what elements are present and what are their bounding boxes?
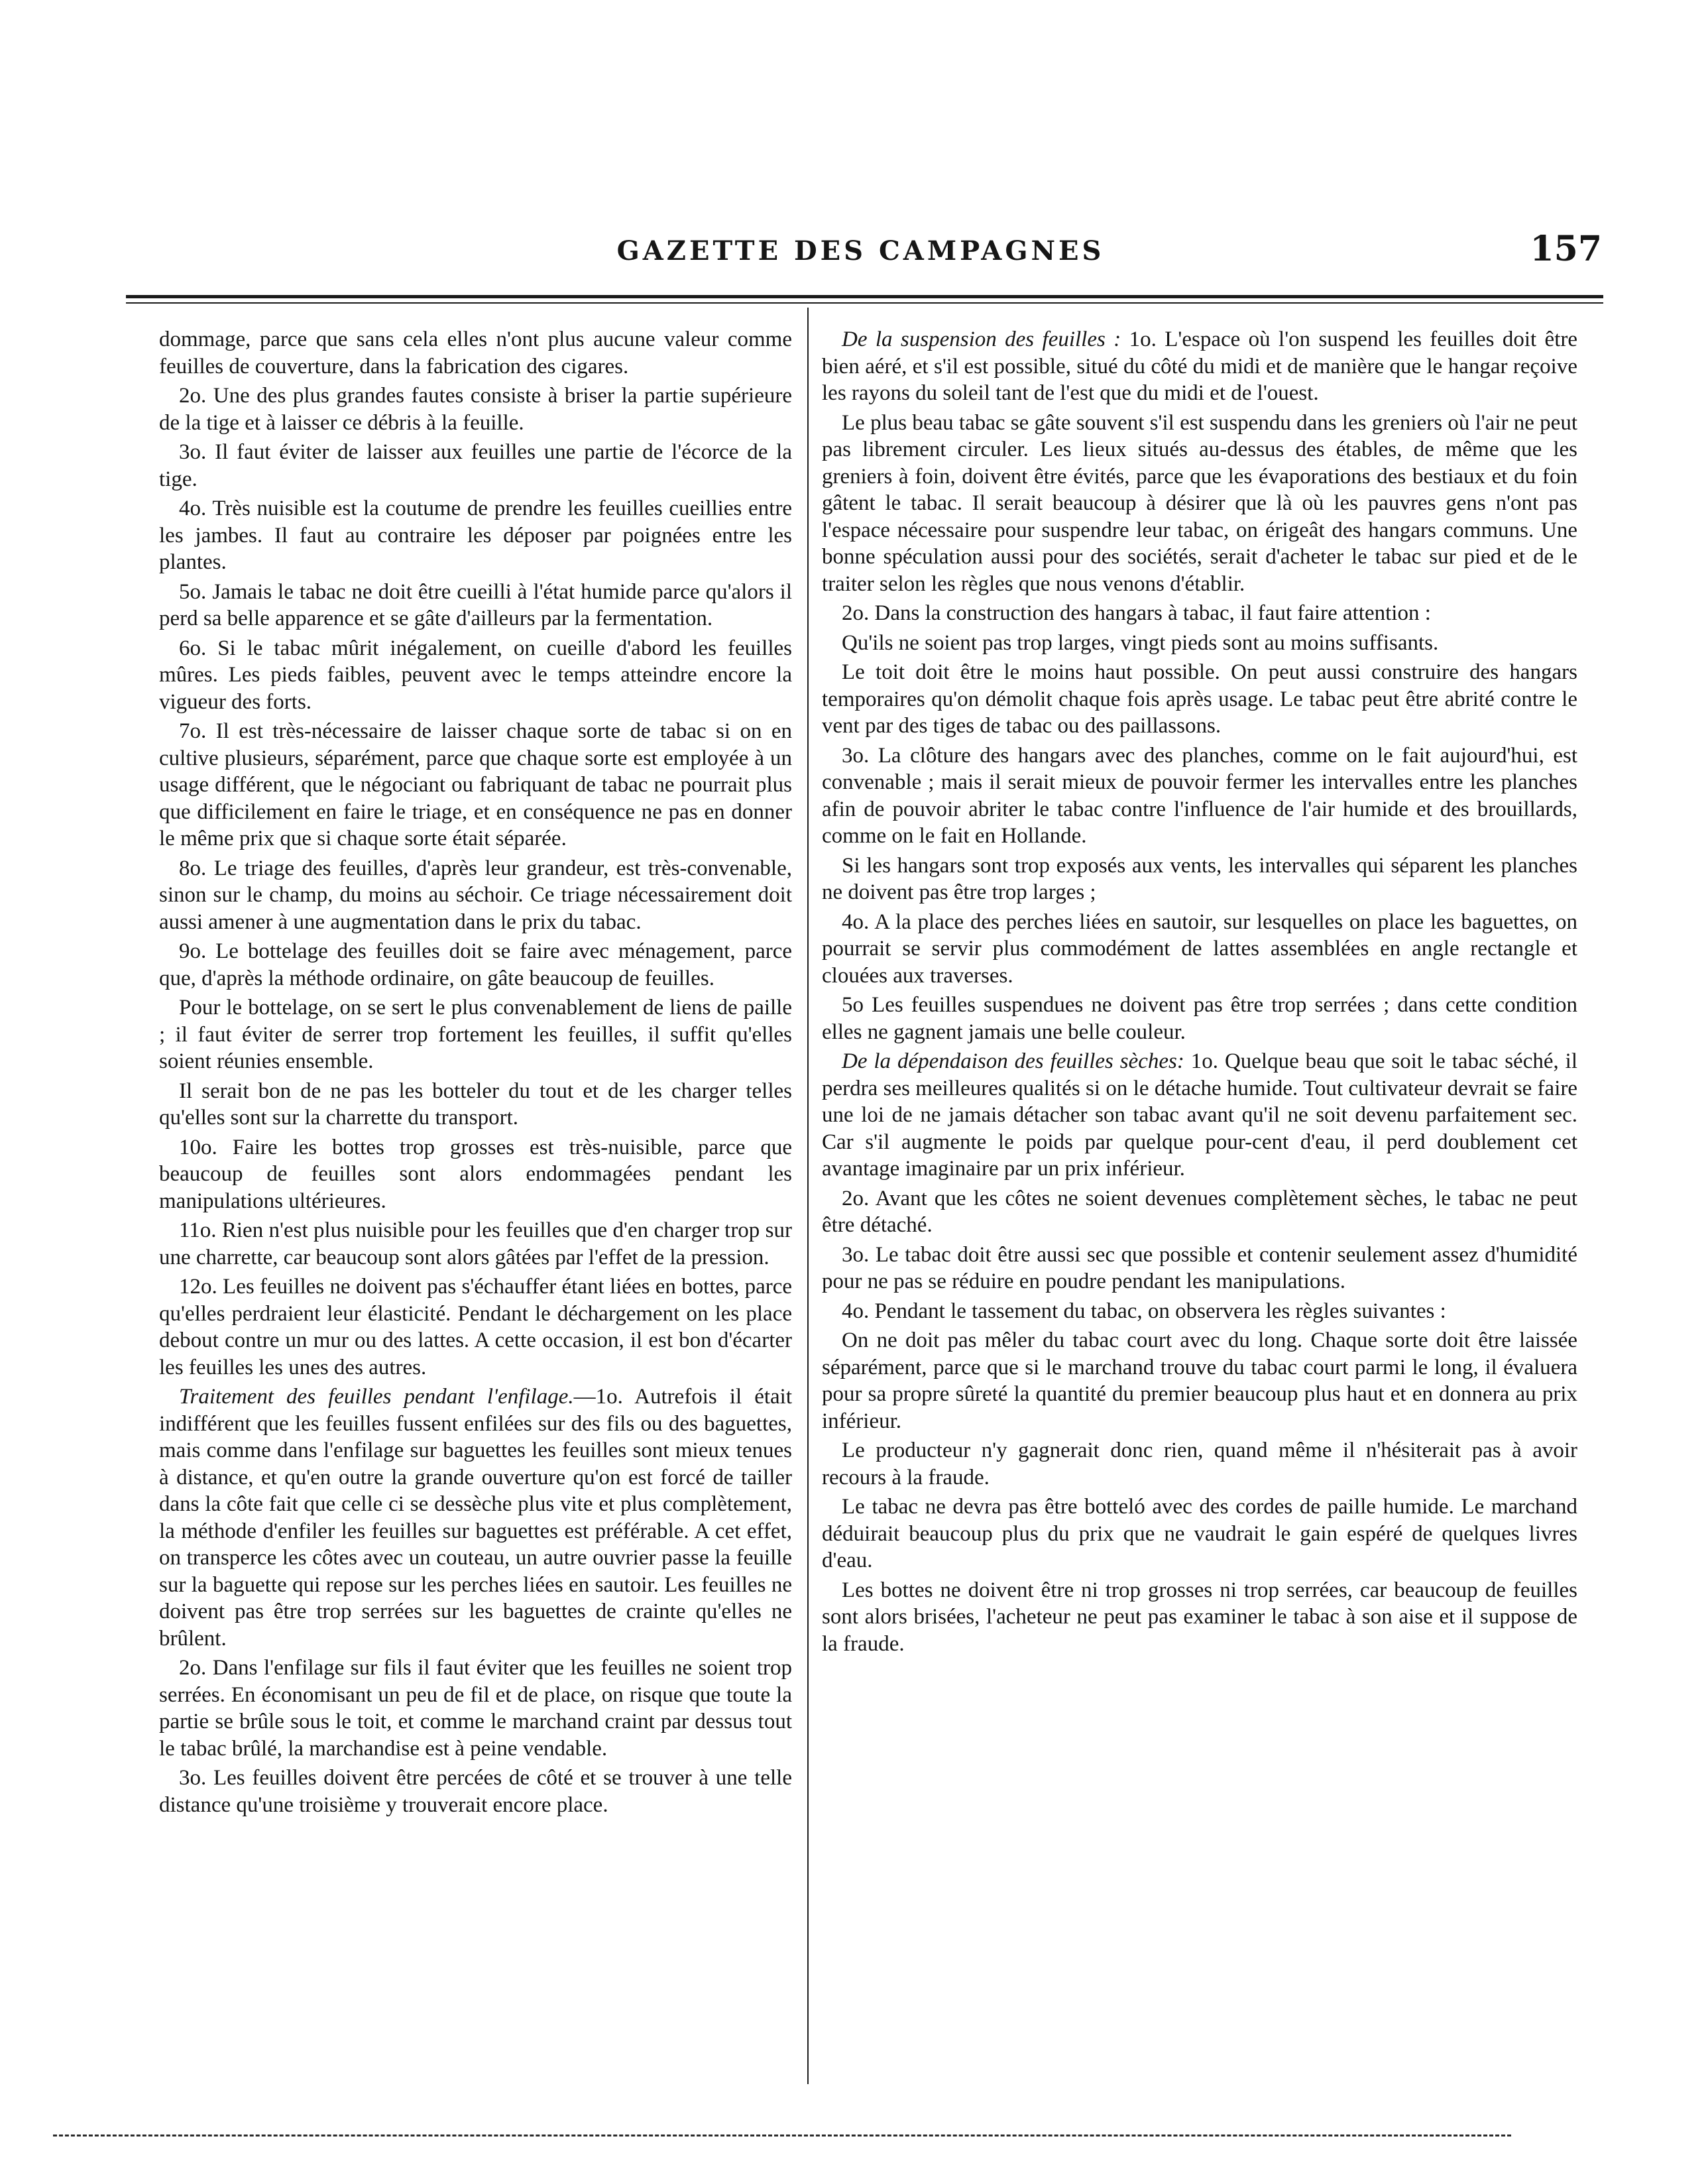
paragraph-text: 1o. Quelque beau que soit le tabac séché, il perdra ses meilleures qualités si on le détache humide. Tout cultivateur devrait se faire une loi de ne jamais détacher son tabac avant qu'il ne soit devenu parfaitement sec. Car s'il augmente le poids par quelque pour-cent d'eau, il perd doublement cet avantage imaginaire par un prix inférieur.	[822, 1049, 1577, 1181]
paragraph-text: 5o. Jamais le tabac ne doit être cueilli à l'état humide parce qu'alors il perd sa belle apparence et se gâte d'ailleurs par la fermentation.	[159, 579, 792, 630]
paragraph-text: 2o. Dans l'enfilage sur fils il faut éviter que les feuilles ne soient trop serrées. En économisant un peu de fil et de place, on risque que toute la partie se brûle sous le toit, et comme le marchand craint par dessus tout le tabac brûlé, la marchandise est à peine vendable.	[159, 1656, 792, 1761]
paragraph	[159, 439, 792, 493]
paragraph	[822, 742, 1577, 850]
paragraph-text: 11o. Rien n'est plus nuisible pour les feuilles que d'en charger trop sur une charrette, car beaucoup sont alors gâtées par l'effet de la pression.	[159, 1218, 792, 1269]
paragraph-text: 12o. Les feuilles ne doivent pas s'échauffer étant liées en bottes, parce qu'elles perdraient leur élasticité. Pendant le déchargement on les place debout contre un mur ou des lattes. A cette occasion, il est bon d'écarter les feuilles les unes des autres.	[159, 1275, 792, 1379]
paragraph	[822, 1327, 1577, 1434]
paragraph	[159, 495, 792, 576]
paragraph	[822, 1298, 1577, 1325]
paragraph-text: Le plus beau tabac se gâte souvent s'il est suspendu dans les greniers où l'air ne peut pas librement circuler. Les lieux situés au-dessus des étables, de même que les greniers à foin, doivent être évités, parce que les évaporations des bestiaux et du foin gâtent le tabac. Il serait beaucoup à désirer que là où les pauvres gens n'ont pas l'espace nécessaire pour suspendre leur tabac, on érigeât des hangars communs. Une bonne spéculation aussi pour des sociétés, serait d'acheter le tabac sur pied et de le traiter selon les règles que nous venons d'établir.	[822, 410, 1577, 596]
paragraph-text: On ne doit pas mêler du tabac court avec du long. Chaque sorte doit être laissée séparément, parce que si le marchand trouve du tabac court parmi le long, il évaluera pour sa propre sûreté la quantité du premier beaucoup plus haut et en donnera au prix inférieur.	[822, 1328, 1577, 1433]
paragraph-text: 1o. L'espace où l'on suspend les feuilles doit être bien aéré, et s'il est possible, situé du côté du midi et de manière que le hangar reçoive les rayons du soleil tant de l'est que du midi et de l'ouest.	[822, 327, 1578, 405]
masthead-title: GAZETTE DES CAMPAGNES	[616, 235, 1105, 266]
page-number: 157	[1530, 229, 1602, 269]
paragraph	[159, 326, 792, 380]
paragraph-text: Le tabac ne devra pas être botteló avec des cordes de paille humide. Le marchand déduirait beaucoup plus du prix que ne vaudrait le gain espéré de quelques livres d'eau.	[822, 1495, 1577, 1572]
paragraph-text: 4o. A la place des perches liées en sautoir, sur lesquelles on place les baguettes, on pourrait se servir plus commodément de lattes assemblées en angle rectangle et clouées aux traverses.	[822, 909, 1577, 988]
paragraph	[159, 1765, 792, 1818]
paragraph	[822, 1437, 1577, 1491]
paragraph-text: Le producteur n'y gagnerait donc rien, quand même il n'hésiterait pas à avoir recours à la fraude.	[822, 1438, 1577, 1490]
paragraph	[159, 1383, 792, 1652]
paragraph-text: 3o. La clôture des hangars avec des planches, comme on le fait aujourd'hui, est convenable ; mais il serait mieux de pouvoir fermer les intervalles entre les planches afin de pouvoir abriter le tabac contre l'influence de l'air humide et des brouillards, comme on le fait en Hollande.	[822, 743, 1577, 848]
paragraph-text: —1o. Autrefois il était indifférent que les feuilles fussent enfilées sur des fils ou des baguettes, mais comme dans l'enfilage sur baguettes les feuilles sont mieux tenues à distance, et qu'en outre la grande ouverture qu'on est forcé de tailler dans la côte fait que celle ci se dessèche plus vite et plus complètement, la méthode d'enfiler les feuilles sur baguettes est préférable. A cet effet, on transperce les côtes avec un couteau, un autre ouvrier passe la feuille sur la baguette qui repose sur les perches liées en sautoir. Les feuilles ne doivent pas être trop serrées sur les baguettes de crainte qu'elles ne brûlent.	[159, 1385, 792, 1651]
running-head	[119, 229, 1602, 275]
section-heading: De la suspension des feuilles :	[842, 327, 1121, 351]
paragraph-text: 3o. Le tabac doit être aussi sec que possible et contenir seulement assez d'humidité pour ne pas se réduire en poudre pendant les manipulations.	[822, 1242, 1577, 1293]
paragraph	[822, 630, 1577, 657]
paragraph	[822, 410, 1577, 598]
left-column	[159, 326, 792, 1821]
paragraph	[159, 994, 792, 1075]
paragraph-text: 2o. Avant que les côtes ne soient devenues complètement sèches, le tabac ne peut être détaché.	[822, 1186, 1577, 1237]
paragraph	[159, 1134, 792, 1215]
paragraph-text: Il serait bon de ne pas les botteler du tout et de les charger telles qu'elles sont sur la charrette du transport.	[159, 1079, 792, 1130]
paragraph	[159, 718, 792, 852]
paragraph	[159, 579, 792, 632]
paragraph-text: Qu'ils ne soient pas trop larges, vingt pieds sont au moins suffisants.	[842, 630, 1439, 655]
paragraph-text: 3o. Les feuilles doivent être percées de côté et se trouver à une telle distance qu'une troisième y trouverait encore place.	[159, 1766, 792, 1817]
paragraph	[822, 852, 1577, 906]
column-divider	[807, 308, 809, 2084]
header-rule-thin	[126, 302, 1603, 304]
paragraph	[822, 992, 1577, 1045]
paragraph-text: Pour le bottelage, on se sert le plus convenablement de liens de paille ; il faut éviter de serrer trop fortement les feuilles, il suffit qu'elles soient réunies ensemble.	[159, 996, 792, 1073]
paragraph-text: 5o Les feuilles suspendues ne doivent pas être trop serrées ; dans cette condition elles ne gagnent jamais une belle couleur.	[822, 993, 1577, 1044]
paragraph-text: dommage, parce que sans cela elles n'ont plus aucune valeur comme feuilles de couverture, dans la fabrication des cigares.	[159, 327, 792, 379]
paragraph-text: Si les hangars sont trop exposés aux vents, les intervalles qui séparent les planches ne doivent pas être trop larges ;	[822, 853, 1577, 904]
paragraph	[822, 1493, 1577, 1574]
paragraph	[159, 1217, 792, 1271]
paragraph	[159, 938, 792, 992]
section-heading: De la dépendaison des feuilles sèches:	[842, 1049, 1184, 1073]
paragraph	[822, 659, 1577, 740]
paragraph-text: 8o. Le triage des feuilles, d'après leur grandeur, est très-convenable, sinon sur le champ, du moins au séchoir. Ce triage nécessairement doit aussi amener à une augmentation dans le prix du tabac.	[159, 856, 792, 934]
paragraph	[159, 1078, 792, 1132]
paragraph	[159, 1655, 792, 1762]
paragraph-text: 9o. Le bottelage des feuilles doit se faire avec ménagement, parce que, d'après la méthode ordinaire, on gâte beaucoup de feuilles.	[159, 939, 792, 990]
paragraph-text: Les bottes ne doivent être ni trop grosses ni trop serrées, car beaucoup de feuilles sont alors brisées, l'acheteur ne peut pas examiner le tabac à son aise et il suppose de la fraude.	[822, 1578, 1577, 1656]
paragraph	[822, 909, 1577, 990]
paragraph-text: 2o. Une des plus grandes fautes consiste à briser la partie supérieure de la tige et à laisser ce débris à la feuille.	[159, 384, 792, 435]
paragraph-text: 4o. Pendant le tassement du tabac, on observera les règles suivantes :	[842, 1299, 1446, 1323]
paragraph-text: 4o. Très nuisible est la coutume de prendre les feuilles cueillies entre les jambes. Il faut au contraire les déposer par poignées entre les plantes.	[159, 497, 792, 574]
paragraph	[822, 326, 1577, 407]
paragraph-text: 10o. Faire les bottes trop grosses est très-nuisible, parce que beaucoup de feuilles sont alors endommagées pendant les manipulations ultérieures.	[159, 1135, 792, 1213]
paragraph	[159, 1273, 792, 1381]
paragraph-text: 3o. Il faut éviter de laisser aux feuilles une partie de l'écorce de la tige.	[159, 440, 792, 491]
paragraph-text: 2o. Dans la construction des hangars à tabac, il faut faire attention :	[842, 601, 1431, 625]
paragraph	[159, 635, 792, 716]
paragraph	[822, 1242, 1577, 1295]
paragraph	[822, 1185, 1577, 1239]
paragraph-text: 7o. Il est très-nécessaire de laisser chaque sorte de tabac si on en cultive plusieurs, séparément, parce que chaque sorte est employée à un usage différent, que le négociant ou fabriquant de tabac ne pourrait plus que difficilement en faire le triage, et en conséquence ne pas en donner le même prix que si chaque sorte était séparée.	[159, 719, 792, 850]
paragraph	[822, 1577, 1577, 1658]
paragraph	[822, 600, 1577, 627]
header-rule-thick	[126, 295, 1603, 298]
paragraph-text: Le toit doit être le moins haut possible. On peut aussi construire des hangars temporaires qu'on démolit chaque fois après usage. Le tabac peut être abrité contre le vent par des tiges de tabac ou des paillassons.	[822, 660, 1577, 738]
footer-rule	[53, 2135, 1511, 2136]
right-column	[822, 326, 1577, 1660]
paragraph	[822, 1048, 1577, 1183]
section-heading: Traitement des feuilles pendant l'enfilage.	[179, 1385, 574, 1409]
paragraph	[159, 855, 792, 936]
paragraph	[159, 382, 792, 436]
paragraph-text: 6o. Si le tabac mûrit inégalement, on cueille d'abord les feuilles mûres. Les pieds faibles, peuvent avec le temps atteindre encore la vigueur des forts.	[159, 636, 792, 714]
